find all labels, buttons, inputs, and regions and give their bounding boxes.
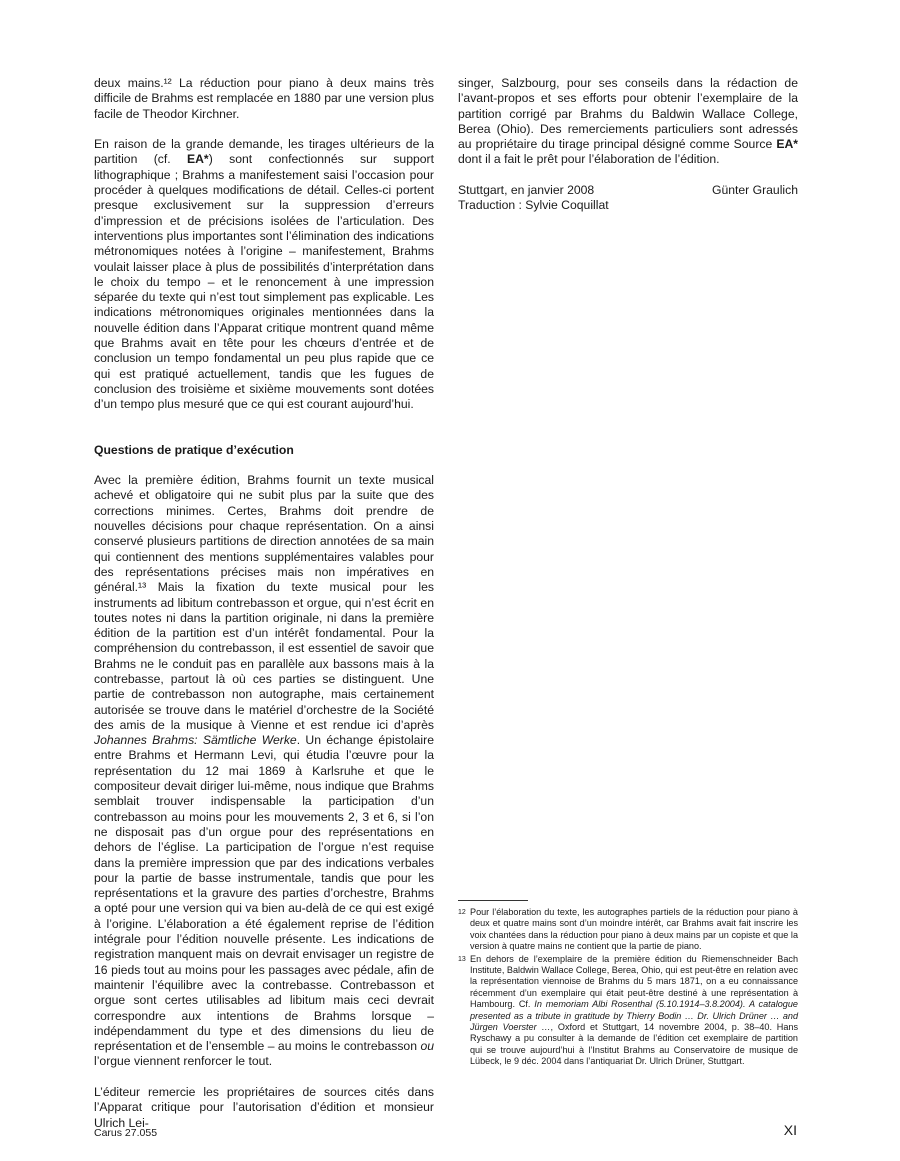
text: Avec la première édition, Brahms fournit un texte musical achevé et obligatoire qui ne subit plus par la suite que des corrections minimes. Certes, Brahms doit prendre de nouvelles décisions pour chaque représentation. On a ainsi conservé plusieurs partitions de direction annotées de sa main qui contiennent des mentions supplémentaires valables pour des représentations précises mais non impératives en général.¹³ Mais la fixation du texte musical pour les instruments ad libitum contrebasson et orgue, qui n’est écrit en toutes notes ni dans la partition originale, ni dans la première édition de la partition est d’un intérêt fondamental. Pour la compréhension du contrebasson, il est essentiel de savoir que Brahms ne le conduit pas en parallèle aux bassons mais à la contrebasse, partout là où ces parties se distinguent. Une partie de contrebasson non autographe, mais certainement autorisée se trouve dans le matériel d’orchestre de la Société des amis de la musique à Vienne et est rendue ici d’après [94,473,434,732]
signature-line [458,183,798,198]
paragraph-execution [94,473,434,1070]
footnotes [458,900,798,1069]
paragraph-tirages [94,137,434,412]
translation-credit: Traduction : Sylvie Coquillat [458,198,609,213]
italic-catalogue: In memoriam Albi Rosenthal (5.10.1914–3.8.2004). A catalogue presented as a tribute in gratitude by Thierry Bodin … Dr. Ulrich Drüner … and Jürgen Voerster … [470,999,798,1033]
text: , Oxford et Stuttgart, 14 novembre 2004, p. 38–40. Hans Ryschawy a pu consulter à la demande de l’édition cet exemplaire de partition qui se trouve aujourd’hui à l’Institut Brahms au Conservatoire de musique de Lübeck, le 9 déc. 2004 dans l’antiquariat Dr. Ulrich Drüner, Stuttgart. [470,1022,799,1067]
footnote-text [470,954,798,1068]
right-column [458,76,798,214]
text: . Un échange épistolaire entre Brahms et Hermann Levi, qui étudia l’œuvre pour la représentation du 12 mai 1869 à Karlsruhe et que le compositeur devait diriger lui-même, nous indique que Brahms semblait trouver indispensable la participation d’un contrebasson au moins pour les mouvements 2, 3 et 6, si l’on ne disposait pas d’un orgue pour des représentations en dehors de l’église. La participation de l’orgue n’est requise dans la première impression que par des indications verbales pour la partie de basse instrumentale, tandis que pour les représentations et la gravure des parties d’orchestre, Brahms a opté pour une version qui va bien au-delà de ce qui est exigé à l’origine. L’élaboration a été également reprise de l’édition intégrale pour l’édition nouvelle présente. Les indications de registration manquent mais on devrait envisager un registre de 16 pieds tout au moins pour les passages avec pédale, afin de maintenir l’équilibre avec la contrebasse. Contrebasson et orgue sont certes utilisables ad libitum mais ceci devrait correspondre aux intentions de Brahms lorsque – indépendamment du type et des dimensions du lieu de représentation et de l’ensemble – au moins le contrebasson [94,733,434,1054]
footnote-rule [458,900,528,901]
text: singer, Salzbourg, pour ses conseils dans la rédaction de l’avant-propos et ses efforts pour obtenir l’exemplaire de la partition corrigé par Brahms du Baldwin Wallace College, Berea (Ohio). Des remerciements particuliers sont adressés au propriétaire du tirage principal désigné comme Source [458,76,798,152]
footnote-text: Pour l’élaboration du texte, les autographes partiels de la réduction pour piano à deux et quatre mains sont d’un moindre intérêt, car Brahms avait fait inscrire les voix chantées dans la réduction pour piano à deux mains par un copiste et que la version à quatre mains ne contient que la partie de piano. [470,907,798,952]
source-ea: EA* [187,152,209,167]
page-number: XI [783,1122,797,1138]
author: Günter Graulich [711,183,798,198]
footnote-number: 12 [458,909,466,916]
text: En raison de la grande demande, les tirages ultérieurs de la partition (cf. [94,137,434,167]
paragraph-reduction: deux mains.¹² La réduction pour piano à deux mains très difficile de Brahms est remplacée en 1880 par une version plus facile de Theodor Kirchner. [94,76,434,121]
paragraph-thanks: L’éditeur remercie les propriétaires de sources cités dans l’Apparat critique pour l’autorisation d’édition et monsieur Ulrich Lei- [94,1085,434,1130]
paragraph-thanks-cont [458,76,798,168]
italic-title: Johannes Brahms: Sämtliche Werke [94,733,297,748]
text: dont il a fait le prêt pour l’élaboration de l’édition. [458,152,720,167]
footnote-12 [458,907,798,953]
source-ea: EA* [776,137,798,152]
footnote-13 [458,954,798,1068]
italic-ou: ou [420,1039,434,1054]
left-column [94,76,434,1146]
text: l’orgue viennent renforcer le tout. [94,1054,273,1069]
place-date: Stuttgart, en janvier 2008 [458,183,595,198]
publisher-ref: Carus 27.055 [94,1127,158,1139]
section-heading: Questions de pratique d’exécution [94,442,294,457]
footnote-number: 13 [458,955,466,963]
text: ) sont confectionnés sur support lithographique ; Brahms a manifestement saisi l’occasion pour procéder à quelques modifications de détail. Celles-ci portent presque exclusivement sur la suppression d’erreurs d’impression et de précisions isolées de l’articulation. Des interventions plus importantes sont l’élimination des indications métronomiques notées à l’origine – manifestement, Brahms voulait laisser place à plus de possibilités d’interprétation dans le choix du tempo – et le renoncement à une impression séparée du texte qui n’est tout simplement pas explicable. Les indications métronomiques originales mentionnées dans la nouvelle édition dans l’Apparat critique montrent quand même que Brahms avait en tête pour les chœurs d’entrée et de conclusion un tempo fondamental un peu plus rapide que ce qui est pratiqué actuellement, tandis que les fugues de conclusion des troisième et sixième mouvements sont dotées d’un tempo plus mesuré que ce qui est courant aujourd’hui. [94,152,434,412]
text: En dehors de l’exemplaire de la première édition du Riemenschneider Bach Institute, Baldwin Wallace College, Berea, Ohio, qui est peut-être en relation avec la représentation viennoise de Brahms du 5 mars 1871, on a eu connaissance récemment d’un exemplaire qui était peut-être destiné à une représentation à Hambourg. Cf. [470,953,798,1010]
